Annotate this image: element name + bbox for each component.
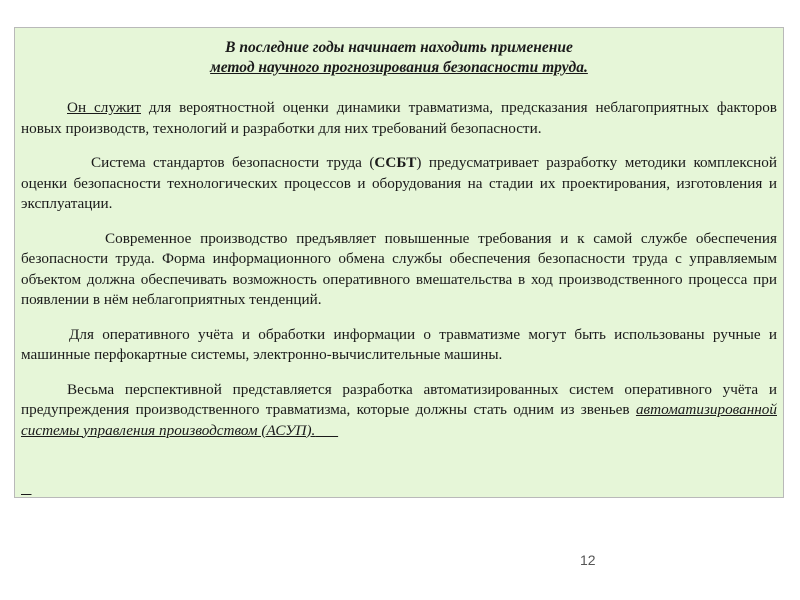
paragraph-2 — [21, 153, 777, 215]
title-line-1: В последние годы начинает находить применение — [225, 39, 573, 56]
paragraph-5 — [21, 380, 777, 442]
title-line-2: метод научного прогнозирования безопасности труда. — [210, 59, 588, 76]
slide-title — [21, 38, 777, 78]
page-number: 12 — [580, 552, 596, 568]
paragraph-3: Современное производство предъявляет повышенные требования и к самой службе обеспечения безопасности труда. Форма информационного обмена службы обеспечения безопасности труда с управляемым объектом должна обеспечивать возможность оперативного вмешательства в ход производственного процесса при появлении в нём неблагоприятных тенденций. — [21, 229, 777, 308]
paragraph-5-text: Весьма перспективной представляется разработка автоматизированных систем оперативного учёта и предупреждения производственного травматизма, которые должны стать одним из звеньев — [21, 380, 777, 418]
asup-term: автоматизированной системы управления производством (АСУП). — [21, 401, 777, 439]
paragraph-4: Для оперативного учёта и обработки информации о травматизме могут быть использованы ручные и машинные перфокартные системы, электронно-вычислительные машины. — [21, 325, 777, 363]
paragraph-2-text-before: Система стандартов безопасности труда ( — [91, 154, 375, 171]
paragraph-2-text-after: ) предусматривает разработку методики комплексной оценки безопасности технологических процессов и оборудования на стадии их проектирования, изготовления и эксплуатации. — [21, 154, 778, 212]
paragraph-1-lead: Он служит — [67, 99, 141, 116]
content-panel — [14, 27, 784, 498]
ssbt-abbreviation: ССБТ — [374, 154, 417, 171]
paragraph-1 — [21, 98, 777, 139]
trailing-underline-mark — [21, 482, 32, 498]
paragraph-1-text: для вероятностной оценки динамики травматизма, предсказания неблагоприятных факторов новых производств, технологий и разработки для них требований безопасности. — [21, 99, 777, 137]
underline-trail — [315, 422, 338, 439]
